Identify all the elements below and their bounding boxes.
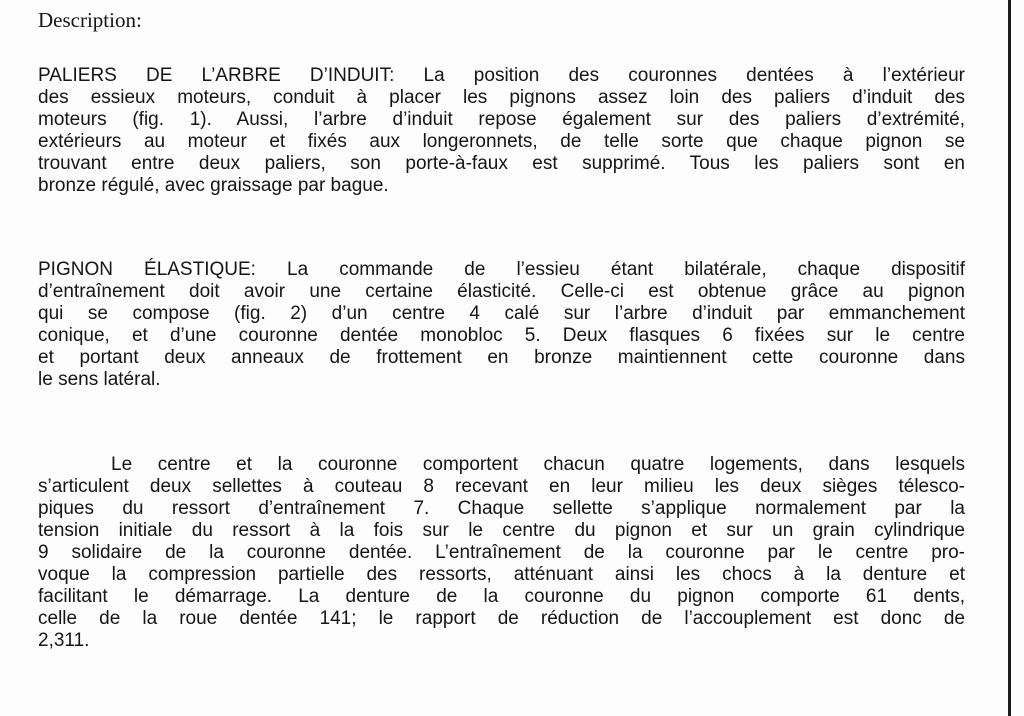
text-line: le sens latéral. xyxy=(38,369,161,390)
text-line: tension initiale du ressort à la fois sur le centre du pignon et sur un grain cylindrique xyxy=(38,520,965,541)
paragraph-paliers xyxy=(38,65,965,197)
text-line: conique, et d’une couronne dentée monobloc 5. Deux flasques 6 fixées sur le centre xyxy=(38,325,965,346)
text-line: d’entraînement doit avoir une certaine élasticité. Celle-ci est obtenue grâce au pignon xyxy=(38,281,965,302)
text-line: celle de la roue dentée 141; le rapport de réduction de l’accouplement est donc de xyxy=(38,608,965,629)
text-line: PIGNON ÉLASTIQUE: La commande de l’essieu étant bilatérale, chaque dispositif xyxy=(38,259,965,280)
text-line: piques du ressort d’entraînement 7. Chaque sellette s’applique normalement par la xyxy=(38,498,965,519)
text-line: qui se compose (fig. 2) d’un centre 4 calé sur l’arbre d’induit par emmanchement xyxy=(38,303,965,324)
text-line: des essieux moteurs, conduit à placer les pignons assez loin des paliers d’induit des xyxy=(38,87,965,108)
text-line: et portant deux anneaux de frottement en bronze maintiennent cette couronne dans xyxy=(38,347,965,368)
text-line: PALIERS DE L’ARBRE D’INDUIT: La position des couronnes dentées à l’extérieur xyxy=(38,65,965,86)
text-line: moteurs (fig. 1). Aussi, l’arbre d’induit repose également sur des paliers d’extrémité, xyxy=(38,109,965,130)
text-line: 2,311. xyxy=(38,630,90,651)
page-edge-rule xyxy=(1008,0,1011,716)
text-line: trouvant entre deux paliers, son porte-à-faux est supprimé. Tous les paliers sont en xyxy=(38,153,965,174)
paragraph-pignon-elastique xyxy=(38,259,965,391)
paragraph-centre-couronne xyxy=(38,454,965,652)
text-line: extérieurs au moteur et fixés aux longeronnets, de telle sorte que chaque pignon se xyxy=(38,131,965,152)
text-line: Le centre et la couronne comportent chacun quatre logements, dans lesquels xyxy=(111,454,965,475)
text-line: 9 solidaire de la couronne dentée. L’entraînement de la couronne par le centre pro- xyxy=(38,542,965,563)
text-line: s’articulent deux sellettes à couteau 8 recevant en leur milieu les deux sièges télesco- xyxy=(38,476,965,497)
text-line: facilitant le démarrage. La denture de la couronne du pignon comporte 61 dents, xyxy=(38,586,965,607)
section-heading: Description: xyxy=(38,8,142,32)
text-line: voque la compression partielle des ressorts, atténuant ainsi les chocs à la denture et xyxy=(38,564,965,585)
text-line: bronze régulé, avec graissage par bague. xyxy=(38,175,389,196)
